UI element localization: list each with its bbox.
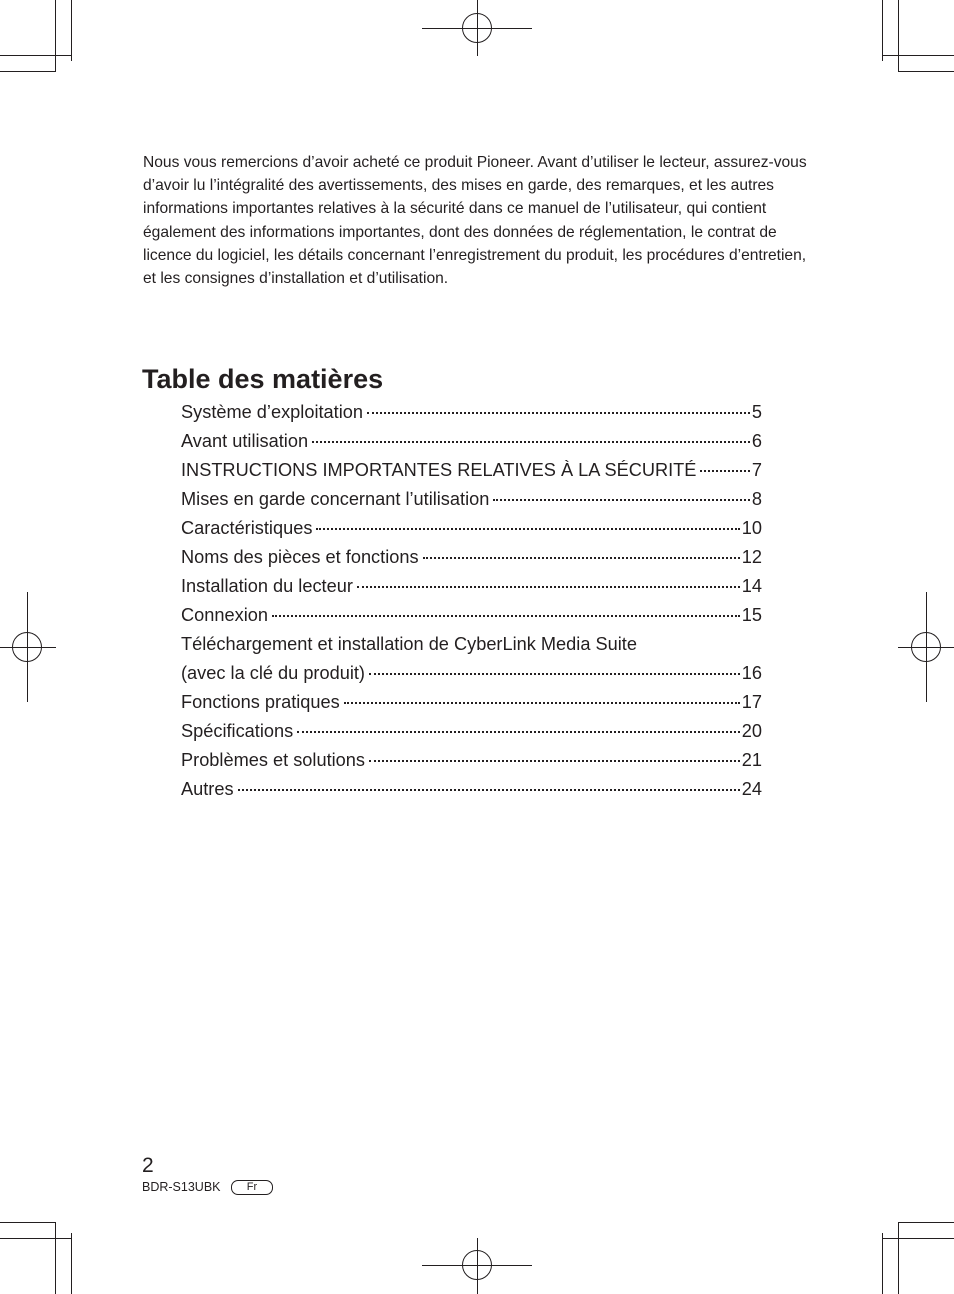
registration-circle bbox=[911, 632, 941, 662]
registration-circle bbox=[12, 632, 42, 662]
page-number: 2 bbox=[142, 1154, 154, 1177]
crop-mark bbox=[71, 1233, 72, 1294]
toc-entry[interactable] bbox=[181, 688, 762, 717]
toc-entry-label: Fonctions pratiques bbox=[181, 692, 340, 712]
toc-entry-label: INSTRUCTIONS IMPORTANTES RELATIVES À LA SÉCURITÉ bbox=[181, 460, 697, 480]
language-badge: Fr bbox=[231, 1180, 273, 1195]
crop-mark bbox=[898, 1222, 954, 1223]
crop-mark bbox=[898, 71, 954, 72]
toc-entry[interactable] bbox=[181, 514, 762, 543]
toc-entry-page: 20 bbox=[741, 721, 762, 741]
toc-entry[interactable] bbox=[181, 398, 762, 427]
toc-entry-label: Spécifications bbox=[181, 721, 294, 741]
toc-entry-page: 12 bbox=[741, 547, 762, 567]
dot-leader bbox=[493, 499, 750, 501]
crop-mark bbox=[882, 55, 954, 56]
dot-leader bbox=[272, 615, 740, 617]
dot-leader bbox=[369, 673, 740, 675]
dot-leader bbox=[369, 760, 740, 762]
toc-entry-page: 17 bbox=[741, 692, 762, 712]
toc-entry-label: Avant utilisation bbox=[181, 431, 309, 451]
toc-entry-page: 24 bbox=[741, 779, 762, 799]
toc-entry[interactable] bbox=[181, 746, 762, 775]
toc-entry-label: Connexion bbox=[181, 605, 268, 625]
dot-leader bbox=[700, 470, 749, 472]
crop-mark bbox=[898, 0, 899, 72]
dot-leader bbox=[316, 528, 739, 530]
dot-leader bbox=[238, 789, 740, 791]
toc-entry-label: Problèmes et solutions bbox=[181, 750, 365, 770]
toc-entry-page: 16 bbox=[741, 663, 762, 683]
crop-mark bbox=[55, 0, 56, 72]
toc-entry-heading-line[interactable] bbox=[181, 630, 762, 659]
toc-entry[interactable] bbox=[181, 659, 762, 688]
toc-entry[interactable] bbox=[181, 775, 762, 804]
dot-leader bbox=[297, 731, 740, 733]
toc-entry[interactable] bbox=[181, 543, 762, 572]
model-number: BDR-S13UBK bbox=[142, 1180, 221, 1194]
intro-paragraph: Nous vous remercions d’avoir acheté ce produit Pioneer. Avant d’utiliser le lecteur, assurez-vous d’avoir lu l’intégralité des avertissements, des mises en garde, des remarques, et les autres informations importantes relatives à la sécurité dans ce manuel de l’utilisateur, qui contient également des informations importantes, dont des données de réglementation, le contrat de licence du logiciel, les détails concernant l’enregistrement du produit, les procédures d’entretien, et les consignes d’installation et d’utilisation. bbox=[143, 154, 807, 288]
dot-leader bbox=[344, 702, 740, 704]
toc-entry-label: Téléchargement et installation de CyberLink Media Suite bbox=[181, 634, 637, 654]
dot-leader bbox=[423, 557, 740, 559]
toc-entry-page: 10 bbox=[741, 518, 762, 538]
table-of-contents bbox=[181, 398, 762, 804]
crop-mark bbox=[0, 1238, 72, 1239]
dot-leader bbox=[367, 412, 750, 414]
toc-entry[interactable] bbox=[181, 427, 762, 456]
dot-leader bbox=[312, 441, 750, 443]
toc-entry-label: Autres bbox=[181, 779, 234, 799]
toc-entry[interactable] bbox=[181, 601, 762, 630]
toc-entry-page: 21 bbox=[741, 750, 762, 770]
toc-entry-page: 8 bbox=[751, 489, 762, 509]
toc-entry[interactable] bbox=[181, 485, 762, 514]
crop-mark bbox=[0, 1222, 56, 1223]
toc-entry-label: Système d’exploitation bbox=[181, 402, 363, 422]
crop-mark bbox=[0, 71, 56, 72]
toc-entry-label: Caractéristiques bbox=[181, 518, 313, 538]
crop-mark bbox=[55, 1222, 56, 1294]
crop-mark bbox=[882, 1238, 954, 1239]
toc-entry[interactable] bbox=[181, 717, 762, 746]
registration-circle bbox=[462, 1250, 492, 1280]
toc-entry-label: (avec la clé du produit) bbox=[181, 663, 365, 683]
crop-mark bbox=[882, 1233, 883, 1294]
toc-entry-label: Noms des pièces et fonctions bbox=[181, 547, 419, 567]
toc-entry-page: 14 bbox=[741, 576, 762, 596]
toc-entry-page: 6 bbox=[751, 431, 762, 451]
toc-entry-label: Installation du lecteur bbox=[181, 576, 353, 596]
toc-title: Table des matières bbox=[142, 364, 384, 394]
toc-entry-label: Mises en garde concernant l’utilisation bbox=[181, 489, 490, 509]
registration-circle bbox=[462, 13, 492, 43]
dot-leader bbox=[357, 586, 740, 588]
toc-entry-page: 15 bbox=[741, 605, 762, 625]
crop-mark bbox=[0, 55, 72, 56]
toc-entry[interactable] bbox=[181, 456, 762, 485]
crop-mark bbox=[882, 0, 883, 61]
crop-mark bbox=[71, 0, 72, 61]
crop-mark bbox=[898, 1222, 899, 1294]
toc-entry[interactable] bbox=[181, 572, 762, 601]
toc-entry-page: 7 bbox=[751, 460, 762, 480]
toc-entry-page: 5 bbox=[751, 402, 762, 422]
